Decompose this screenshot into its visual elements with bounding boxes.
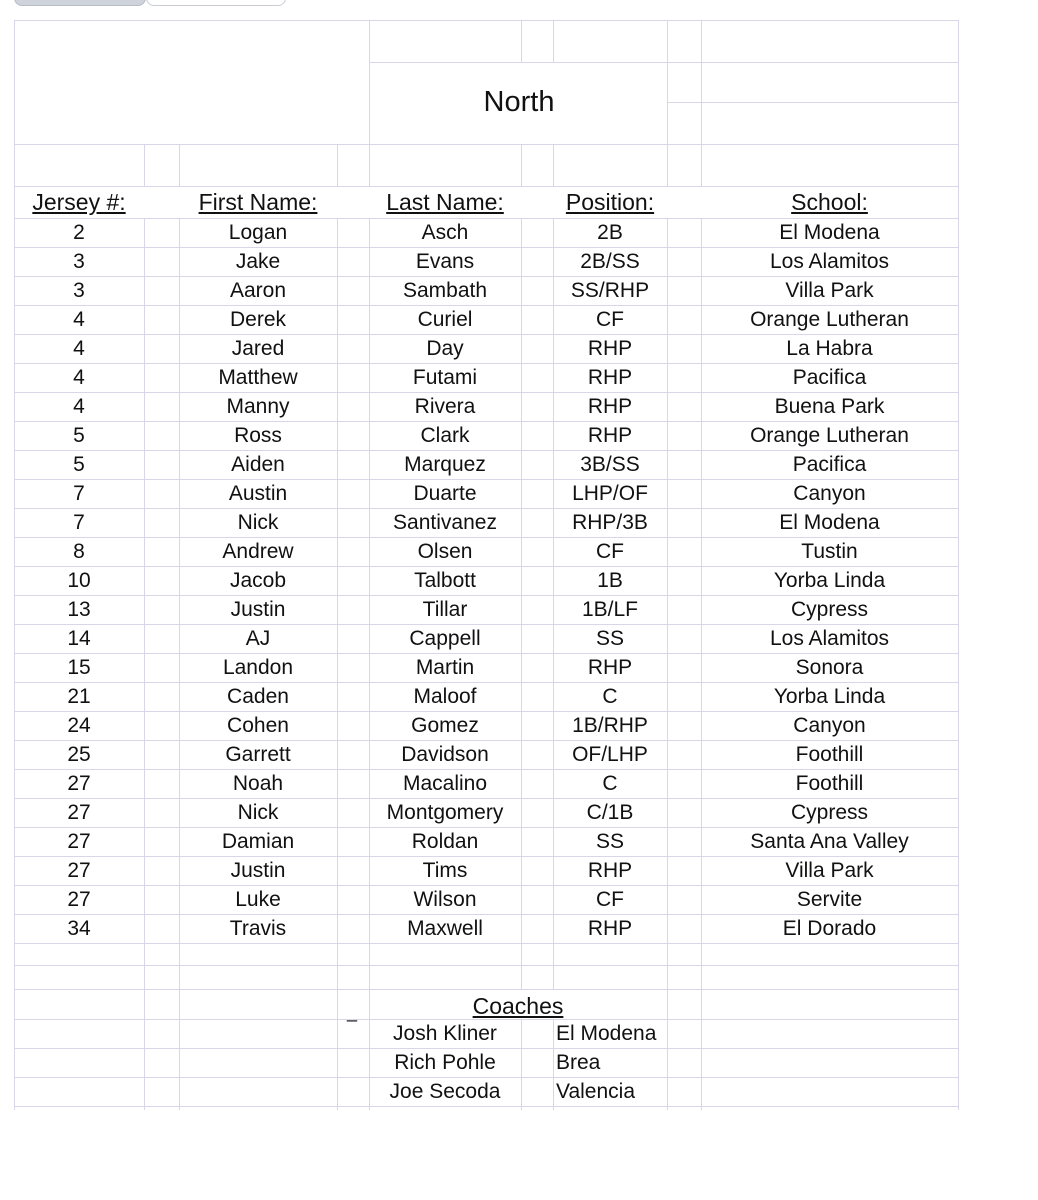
- position: CF: [596, 540, 624, 563]
- first-name: Justin: [230, 859, 286, 882]
- jersey-number: 27: [67, 801, 91, 824]
- sheet-title: North: [483, 86, 555, 118]
- last-name: Marquez: [404, 453, 486, 476]
- last-name: Cappell: [409, 627, 481, 650]
- last-name: Clark: [420, 424, 470, 447]
- school: La Habra: [786, 337, 873, 360]
- first-name: Luke: [235, 888, 281, 911]
- first-name: Matthew: [218, 366, 298, 389]
- grid-line: [667, 20, 668, 1110]
- last-name: Asch: [421, 221, 469, 244]
- last-name: Curiel: [417, 308, 473, 331]
- grid-line: [958, 20, 959, 1110]
- last-name: Martin: [415, 656, 475, 679]
- position: CF: [596, 308, 624, 331]
- last-name: Gomez: [411, 714, 479, 737]
- first-name: Andrew: [222, 540, 294, 563]
- jersey-number: 7: [73, 482, 85, 505]
- first-name: Jacob: [229, 569, 287, 592]
- coach-name: Joe Secoda: [389, 1080, 501, 1103]
- position: 2B/SS: [580, 250, 640, 273]
- coach-school: Valencia: [556, 1080, 635, 1103]
- position: C: [602, 685, 618, 708]
- header-jersey: Jersey #:: [32, 189, 126, 215]
- school: Servite: [796, 888, 863, 911]
- school: Sonora: [795, 656, 864, 679]
- school: Villa Park: [785, 859, 874, 882]
- jersey-number: 5: [73, 453, 85, 476]
- first-name: Damian: [221, 830, 295, 853]
- last-name: Santivanez: [393, 511, 497, 534]
- last-name: Maloof: [413, 685, 477, 708]
- last-name: Futami: [412, 366, 478, 389]
- position: SS: [595, 830, 624, 853]
- last-name: Olsen: [417, 540, 473, 563]
- school: Cypress: [790, 801, 869, 824]
- position: LHP/OF: [572, 482, 648, 505]
- jersey-number: 27: [67, 888, 91, 911]
- school: Orange Lutheran: [750, 308, 909, 331]
- coach-name: Rich Pohle: [394, 1051, 496, 1074]
- first-name: Jared: [231, 337, 285, 360]
- sheet-tab-active[interactable]: [14, 0, 146, 6]
- school: Yorba Linda: [773, 569, 886, 592]
- grid-line: [337, 20, 338, 1110]
- jersey-number: 13: [67, 598, 91, 621]
- jersey-number: 5: [73, 424, 85, 447]
- jersey-number: 4: [73, 337, 85, 360]
- jersey-number: 4: [73, 308, 85, 331]
- header-position: Position:: [565, 189, 655, 215]
- position: RHP: [587, 366, 633, 389]
- grid-line: [14, 1106, 958, 1107]
- jersey-number: 27: [67, 830, 91, 853]
- school: El Modena: [779, 221, 880, 244]
- position: C/1B: [586, 801, 634, 824]
- last-name: Davidson: [401, 743, 489, 766]
- jersey-number: 3: [73, 250, 85, 273]
- position: 1B/RHP: [572, 714, 648, 737]
- jersey-number: 4: [73, 395, 85, 418]
- school: Santa Ana Valley: [750, 830, 909, 853]
- first-name: AJ: [245, 627, 271, 650]
- jersey-number: 34: [67, 917, 91, 940]
- coach-school: Brea: [556, 1051, 601, 1074]
- first-name: Nick: [237, 511, 279, 534]
- school: El Modena: [779, 511, 880, 534]
- position: 1B/LF: [581, 598, 639, 621]
- roster-spreadsheet: [14, 20, 958, 1110]
- position: SS/RHP: [570, 279, 650, 302]
- last-name: Evans: [415, 250, 475, 273]
- coach-name: Josh Kliner: [393, 1022, 497, 1045]
- school: Foothill: [795, 743, 864, 766]
- school: Tustin: [801, 540, 858, 563]
- first-name: Ross: [234, 424, 282, 447]
- position: RHP: [587, 859, 633, 882]
- first-name: Caden: [227, 685, 289, 708]
- position: OF/LHP: [572, 743, 648, 766]
- jersey-number: 3: [73, 279, 85, 302]
- position: 2B: [597, 221, 623, 244]
- grid-line: [14, 943, 958, 944]
- coach-school: El Modena: [556, 1022, 657, 1045]
- last-name: Montgomery: [386, 801, 504, 824]
- last-name: Tims: [422, 859, 468, 882]
- first-name: Landon: [222, 656, 294, 679]
- jersey-number: 15: [67, 656, 91, 679]
- jersey-number: 8: [73, 540, 85, 563]
- last-name: Rivera: [414, 395, 476, 418]
- position: RHP: [587, 337, 633, 360]
- school: Pacifica: [792, 366, 867, 389]
- last-name: Day: [426, 337, 464, 360]
- sheet-tabs: [0, 0, 290, 6]
- school: El Dorado: [782, 917, 877, 940]
- position: RHP/3B: [572, 511, 648, 534]
- last-name: Talbott: [414, 569, 476, 592]
- stray-mark: _: [347, 1002, 358, 1022]
- last-name: Maxwell: [407, 917, 483, 940]
- last-name: Roldan: [411, 830, 479, 853]
- last-name: Macalino: [402, 772, 488, 795]
- header-last-name: Last Name:: [386, 189, 504, 215]
- school: Los Alamitos: [769, 250, 890, 273]
- position: C: [602, 772, 618, 795]
- first-name: Jake: [235, 250, 281, 273]
- jersey-number: 27: [67, 772, 91, 795]
- first-name: Aiden: [231, 453, 285, 476]
- school: Yorba Linda: [773, 685, 886, 708]
- position: 1B: [597, 569, 623, 592]
- grid-line: [14, 965, 958, 966]
- school: Foothill: [795, 772, 864, 795]
- first-name: Travis: [229, 917, 287, 940]
- last-name: Sambath: [402, 279, 488, 302]
- position: 3B/SS: [580, 453, 640, 476]
- corner-merged-cell: [15, 21, 369, 144]
- position: RHP: [587, 395, 633, 418]
- grid-line: [144, 20, 145, 1110]
- school: Orange Lutheran: [750, 424, 909, 447]
- first-name: Garrett: [225, 743, 291, 766]
- jersey-number: 21: [67, 685, 91, 708]
- first-name: Manny: [226, 395, 290, 418]
- school: Pacifica: [792, 453, 867, 476]
- school: Los Alamitos: [769, 627, 890, 650]
- header-school: School:: [791, 189, 868, 215]
- header-first-name: First Name:: [198, 189, 318, 215]
- coaches-heading: Coaches: [472, 993, 564, 1019]
- grid-line: [521, 20, 522, 1110]
- position: RHP: [587, 656, 633, 679]
- first-name: Justin: [230, 598, 286, 621]
- first-name: Aaron: [229, 279, 287, 302]
- school: Villa Park: [785, 279, 874, 302]
- sheet-tab[interactable]: [146, 0, 286, 6]
- first-name: Cohen: [227, 714, 289, 737]
- grid-line: [14, 144, 958, 145]
- jersey-number: 14: [67, 627, 91, 650]
- position: SS: [595, 627, 624, 650]
- first-name: Austin: [228, 482, 288, 505]
- school: Cypress: [790, 598, 869, 621]
- jersey-number: 7: [73, 511, 85, 534]
- position: RHP: [587, 917, 633, 940]
- last-name: Tillar: [422, 598, 468, 621]
- first-name: Derek: [229, 308, 287, 331]
- position: RHP: [587, 424, 633, 447]
- jersey-number: 4: [73, 366, 85, 389]
- last-name: Wilson: [413, 888, 477, 911]
- last-name: Duarte: [413, 482, 477, 505]
- jersey-number: 25: [67, 743, 91, 766]
- first-name: Noah: [232, 772, 284, 795]
- first-name: Nick: [237, 801, 279, 824]
- position: CF: [596, 888, 624, 911]
- school: Canyon: [793, 714, 866, 737]
- jersey-number: 24: [67, 714, 91, 737]
- jersey-number: 2: [73, 221, 85, 244]
- school: Buena Park: [774, 395, 885, 418]
- school: Canyon: [793, 482, 866, 505]
- first-name: Logan: [228, 221, 288, 244]
- jersey-number: 27: [67, 859, 91, 882]
- jersey-number: 10: [67, 569, 91, 592]
